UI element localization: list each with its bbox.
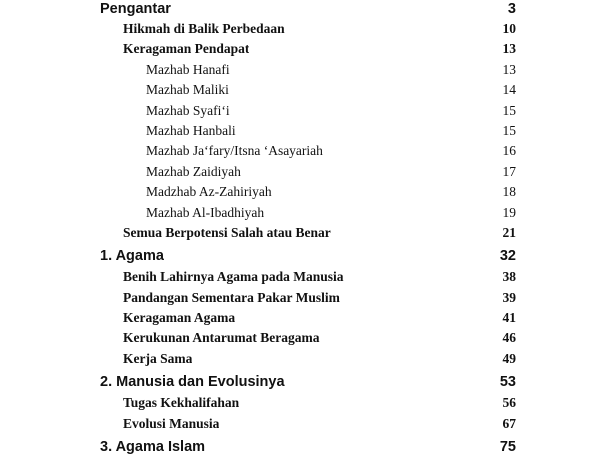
- toc-subsection[interactable]: [100, 182, 516, 202]
- section-title: Keragaman Agama: [123, 310, 236, 326]
- section-page-number: 10: [502, 21, 516, 36]
- toc-section[interactable]: [100, 288, 516, 308]
- subsection-title: Madzhab Az-Zahiriyah: [146, 184, 272, 200]
- chapter-page-number: 32: [499, 248, 516, 265]
- section-page-number: 46: [502, 330, 516, 346]
- table-of-contents: [100, 0, 516, 458]
- toc-section[interactable]: [100, 39, 516, 59]
- section-title: Pandangan Sementara Pakar Muslim: [123, 289, 340, 305]
- section-page-number: 41: [502, 310, 516, 326]
- section-page-number: 13: [502, 41, 516, 57]
- toc-subsection[interactable]: [100, 60, 516, 80]
- chapter-title: 3. Agama Islam: [100, 439, 206, 456]
- subsection-page-number: 14: [502, 82, 516, 98]
- toc-section[interactable]: [100, 19, 516, 39]
- section-title: Evolusi Manusia: [123, 415, 220, 431]
- section-page-number: 38: [502, 269, 516, 285]
- subsection-title: Mazhab Hanafi: [146, 61, 230, 77]
- section-page-number: 49: [502, 350, 516, 366]
- toc-chapter[interactable]: [100, 371, 516, 393]
- toc-chapter[interactable]: [100, 436, 516, 458]
- subsection-page-number: 15: [502, 102, 516, 118]
- section-title: Benih Lahirnya Agama pada Manusia: [123, 269, 344, 285]
- subsection-page-number: 18: [502, 184, 516, 200]
- subsection-page-number: 16: [502, 143, 516, 159]
- toc-subsection[interactable]: [100, 162, 516, 182]
- toc-subsection[interactable]: [100, 203, 516, 223]
- subsection-page-number: 13: [502, 61, 516, 77]
- chapter-title: 1. Agama: [100, 248, 164, 265]
- toc-subsection[interactable]: [100, 141, 516, 161]
- toc-subsection[interactable]: [100, 101, 516, 121]
- chapter-page-number: 75: [499, 439, 516, 456]
- subsection-title: Mazhab Zaidiyah: [146, 163, 241, 179]
- toc-chapter[interactable]: [100, 245, 516, 267]
- subsection-page-number: 15: [502, 122, 516, 138]
- toc-section[interactable]: [100, 267, 516, 287]
- toc-section[interactable]: [100, 308, 516, 328]
- section-title: Hikmah di Balik Perbedaan: [123, 21, 285, 36]
- subsection-title: Mazhab Maliki: [146, 82, 229, 98]
- section-title: Tugas Kekhalifahan: [123, 395, 240, 411]
- toc-section[interactable]: [100, 414, 516, 434]
- subsection-title: Mazhab Ja‘fary/Itsna ‘Asayariah: [146, 143, 323, 159]
- subsection-page-number: 19: [502, 204, 516, 220]
- toc-section[interactable]: [100, 328, 516, 348]
- section-page-number: 67: [502, 415, 516, 431]
- subsection-title: Mazhab Hanbali: [146, 122, 236, 138]
- chapter-page-number: 3: [507, 1, 516, 17]
- toc-section[interactable]: [100, 393, 516, 413]
- subsection-page-number: 17: [502, 163, 516, 179]
- toc-section[interactable]: [100, 349, 516, 369]
- section-page-number: 56: [502, 395, 516, 411]
- toc-subsection[interactable]: [100, 121, 516, 141]
- subsection-title: Mazhab Syafi‘i: [146, 102, 230, 118]
- section-title: Semua Berpotensi Salah atau Benar: [123, 224, 331, 240]
- toc-section[interactable]: [100, 223, 516, 243]
- section-page-number: 21: [502, 224, 516, 240]
- chapter-page-number: 53: [499, 374, 516, 391]
- toc-chapter[interactable]: [100, 0, 516, 19]
- toc-subsection[interactable]: [100, 80, 516, 100]
- chapter-title: 2. Manusia dan Evolusinya: [100, 374, 285, 391]
- section-title: Kerja Sama: [123, 350, 193, 366]
- section-title: Kerukunan Antarumat Beragama: [123, 330, 320, 346]
- subsection-title: Mazhab Al-Ibadhiyah: [146, 204, 265, 220]
- section-title: Keragaman Pendapat: [123, 41, 250, 57]
- chapter-title: Pengantar: [100, 1, 171, 17]
- section-page-number: 39: [502, 289, 516, 305]
